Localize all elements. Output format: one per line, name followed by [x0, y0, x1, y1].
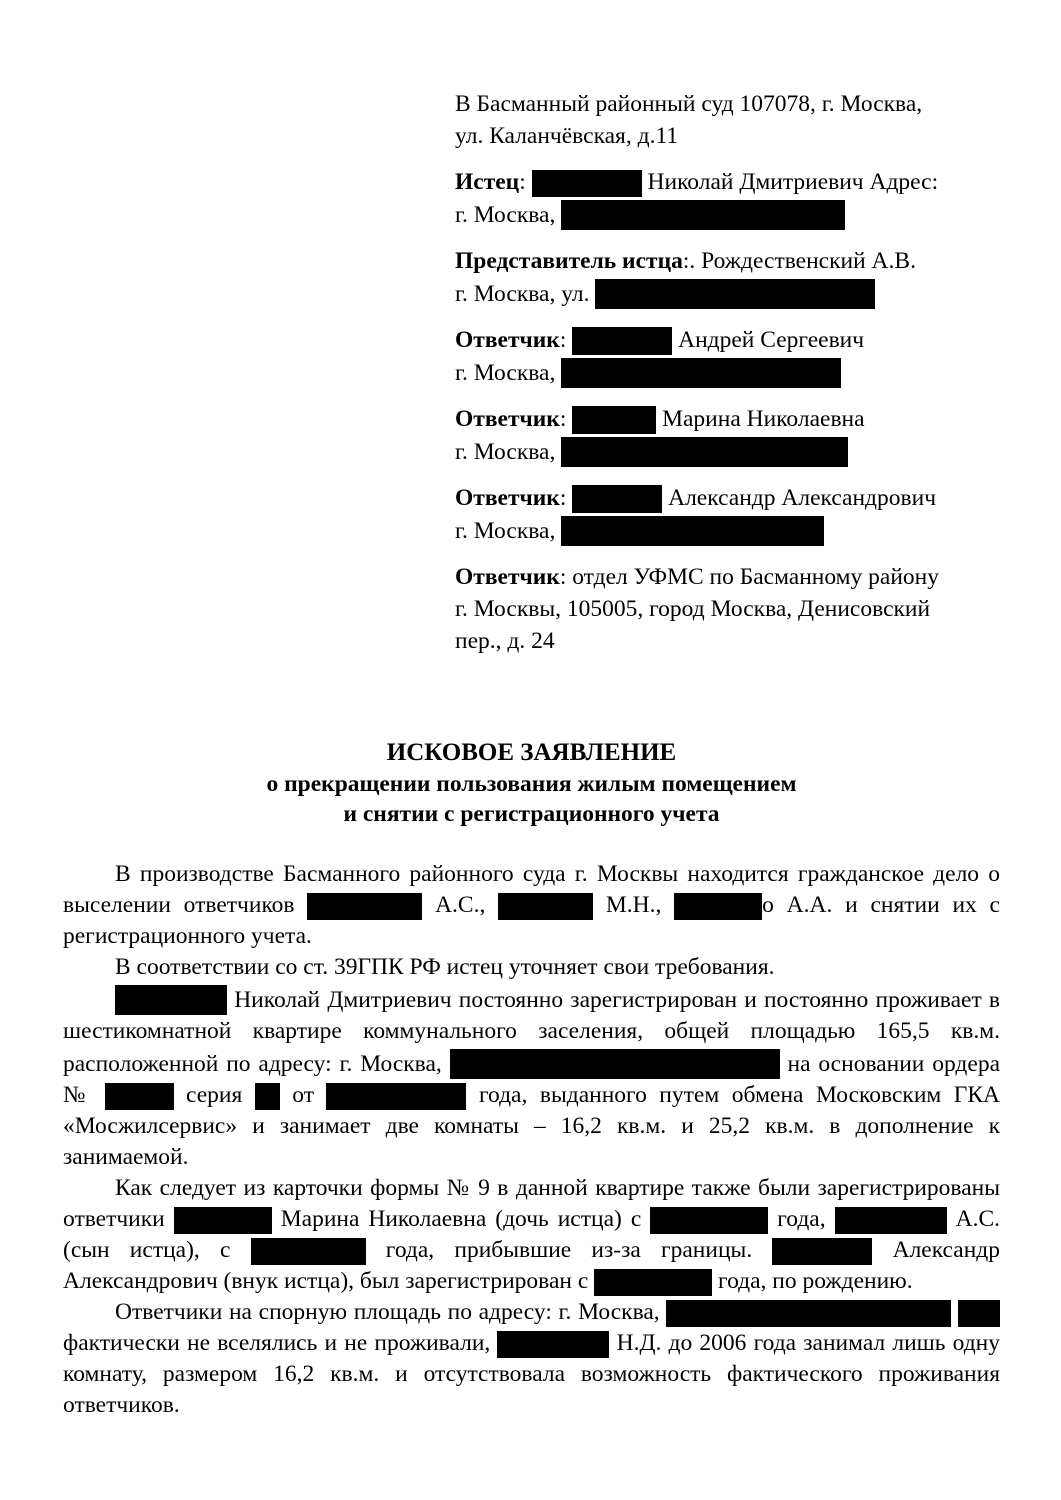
redaction-box: [251, 1238, 366, 1265]
redaction-box: [572, 485, 662, 513]
bold-label: Ответчик: [455, 406, 560, 432]
text-run: года, выданного путем обмена Московским ГКА «Мосжилсервис» и занимает две комнаты – 16,2 кв.м. и 25,2 кв.м. в дополнение к занимаемой.: [63, 1082, 1000, 1170]
header-line: [455, 435, 1011, 468]
body-paragraph-2: [63, 952, 1000, 983]
redaction-box: [561, 358, 841, 388]
header-line: [455, 245, 1011, 277]
bold-label: Ответчик: [455, 327, 560, 353]
text-run: :: [559, 485, 573, 511]
text-run: [951, 1299, 958, 1325]
header-line: [455, 120, 1011, 152]
redaction-box: [255, 1083, 280, 1110]
text-run: года, по рождению.: [712, 1268, 913, 1294]
redaction-box: [105, 1083, 174, 1110]
text-run: Марина Николаевна: [656, 406, 865, 432]
text-run: В Басманный районный суд 107078, г. Москва,: [455, 91, 923, 117]
text-run: г. Москва,: [455, 202, 562, 228]
text-run: г. Москва,: [455, 360, 562, 386]
header-block-defendant-3: [455, 482, 1011, 547]
header-block-defendant-ufms: [455, 561, 1011, 657]
text-run: фактически не вселялись и не проживали,: [63, 1330, 498, 1356]
redaction-box: [594, 1269, 712, 1296]
bold-label: Истец: [455, 169, 520, 195]
redaction-box: [174, 1207, 272, 1234]
header-line: [455, 324, 1011, 356]
redaction-box: [532, 170, 642, 197]
text-run: года, прибывшие из-за границы.: [365, 1237, 773, 1263]
text-run: на основании ордера №: [63, 1051, 1000, 1108]
redaction-box: [561, 437, 848, 467]
redaction-box: [835, 1207, 947, 1234]
text-run: А.С. (сын истца), с: [63, 1206, 1000, 1263]
text-run: Н.Д. до 2006 года занимал лишь одну комнату, размером 16,2 кв.м. и отсутствовала возможность фактического проживания ответчиков.: [63, 1330, 1000, 1418]
header-block-plaintiff: [455, 166, 1011, 231]
text-run: Александр Александрович (внук истца), был зарегистрирован с: [63, 1237, 1000, 1294]
redaction-box: [307, 893, 422, 920]
redaction-box: [561, 200, 845, 230]
bold-label: Представитель истца: [455, 248, 683, 274]
text-run: г. Москва,: [455, 518, 562, 544]
text-run: г. Москва,: [455, 439, 562, 465]
redaction-box: [497, 1331, 609, 1358]
redaction-box: [572, 406, 656, 434]
header-block-court-address: [455, 88, 1011, 152]
redaction-box: [498, 893, 593, 920]
text-run: В производстве Басманного районного суда г. Москвы находится гражданское дело о выселении ответчиков: [63, 861, 1000, 918]
redaction-box: [674, 893, 762, 920]
text-run: В соответствии со ст. 39ГПК РФ истец уточняет свои требования.: [115, 954, 775, 980]
text-run: Ответчики на спорную площадь по адресу: г. Москва,: [115, 1299, 667, 1325]
text-run: Николай Дмитриевич Адрес:: [641, 169, 939, 195]
body-paragraph-1: [63, 859, 1000, 952]
text-run: серия: [173, 1082, 255, 1108]
document-subtitle-line-1: о прекращении пользования жилым помещением: [266, 771, 797, 797]
redaction-box: [326, 1083, 466, 1110]
header-line: [455, 625, 1011, 657]
document-body: [63, 859, 1000, 1421]
body-paragraph-3: [63, 983, 1000, 1173]
redaction-box: [561, 516, 824, 546]
redaction-box: [666, 1300, 951, 1327]
header-block-defendant-1: [455, 324, 1011, 389]
body-paragraph-4: [63, 1173, 1000, 1297]
redaction-box: [115, 985, 227, 1015]
redaction-box: [772, 1238, 872, 1265]
header-block-plaintiff-representative: [455, 245, 1011, 310]
redaction-box: [572, 327, 672, 355]
text-run: о А.А. и снятии их с регистрационного учета.: [63, 892, 1000, 949]
header-block-defendant-2: [455, 403, 1011, 468]
body-paragraph-5: [63, 1297, 1000, 1421]
header-line: [455, 166, 1011, 198]
text-run: Александр Александрович: [662, 485, 937, 511]
document-subtitle-line-2: и снятии с регистрационного учета: [343, 801, 720, 827]
text-run: :: [559, 406, 573, 432]
text-run: Николай Дмитриевич постоянно зарегистрирован и постоянно проживает в шестикомнатной квартире коммунального заселения, общей площадью 165,5 кв.м. расположенной по адресу: г. Москва,: [63, 987, 1000, 1077]
redaction-box: [595, 279, 875, 309]
title-block: [63, 737, 1000, 829]
text-run: года,: [768, 1206, 835, 1232]
header-line: [455, 482, 1011, 514]
text-run: А.С.,: [422, 892, 499, 918]
text-run: ул. Каланчёвская, д.11: [455, 123, 679, 149]
header-line: [455, 88, 1011, 120]
redaction-box: [650, 1207, 768, 1234]
header-line: [455, 593, 1011, 625]
header-line: [455, 403, 1011, 435]
text-run: : отдел УФМС по Басманному району: [559, 564, 940, 590]
redaction-box: [958, 1300, 1000, 1327]
header-line: [455, 561, 1011, 593]
text-run: :. Рождественский А.В.: [682, 248, 916, 274]
document-title: ИСКОВОЕ ЗАЯВЛЕНИЕ: [386, 739, 677, 766]
text-run: :: [519, 169, 532, 195]
text-run: г. Москвы, 105005, город Москва, Денисовский: [455, 596, 931, 622]
bold-label: Ответчик: [455, 564, 560, 590]
bold-label: Ответчик: [455, 485, 560, 511]
header-column: [455, 0, 1011, 657]
text-run: Марина Николаевна (дочь истца) с: [271, 1206, 651, 1232]
header-line: [455, 356, 1011, 389]
text-run: Как следует из карточки формы № 9 в данной квартире также были зарегистрированы ответчики: [63, 1175, 1000, 1232]
redaction-box: [450, 1049, 780, 1079]
text-run: :: [559, 327, 573, 353]
text-run: от: [279, 1082, 327, 1108]
header-line: [455, 198, 1011, 231]
text-run: М.Н.,: [593, 892, 675, 918]
text-run: г. Москва, ул.: [455, 281, 596, 307]
header-line: [455, 514, 1011, 547]
text-run: пер., д. 24: [455, 628, 555, 654]
text-run: Андрей Сергеевич: [672, 327, 865, 353]
header-line: [455, 277, 1011, 310]
